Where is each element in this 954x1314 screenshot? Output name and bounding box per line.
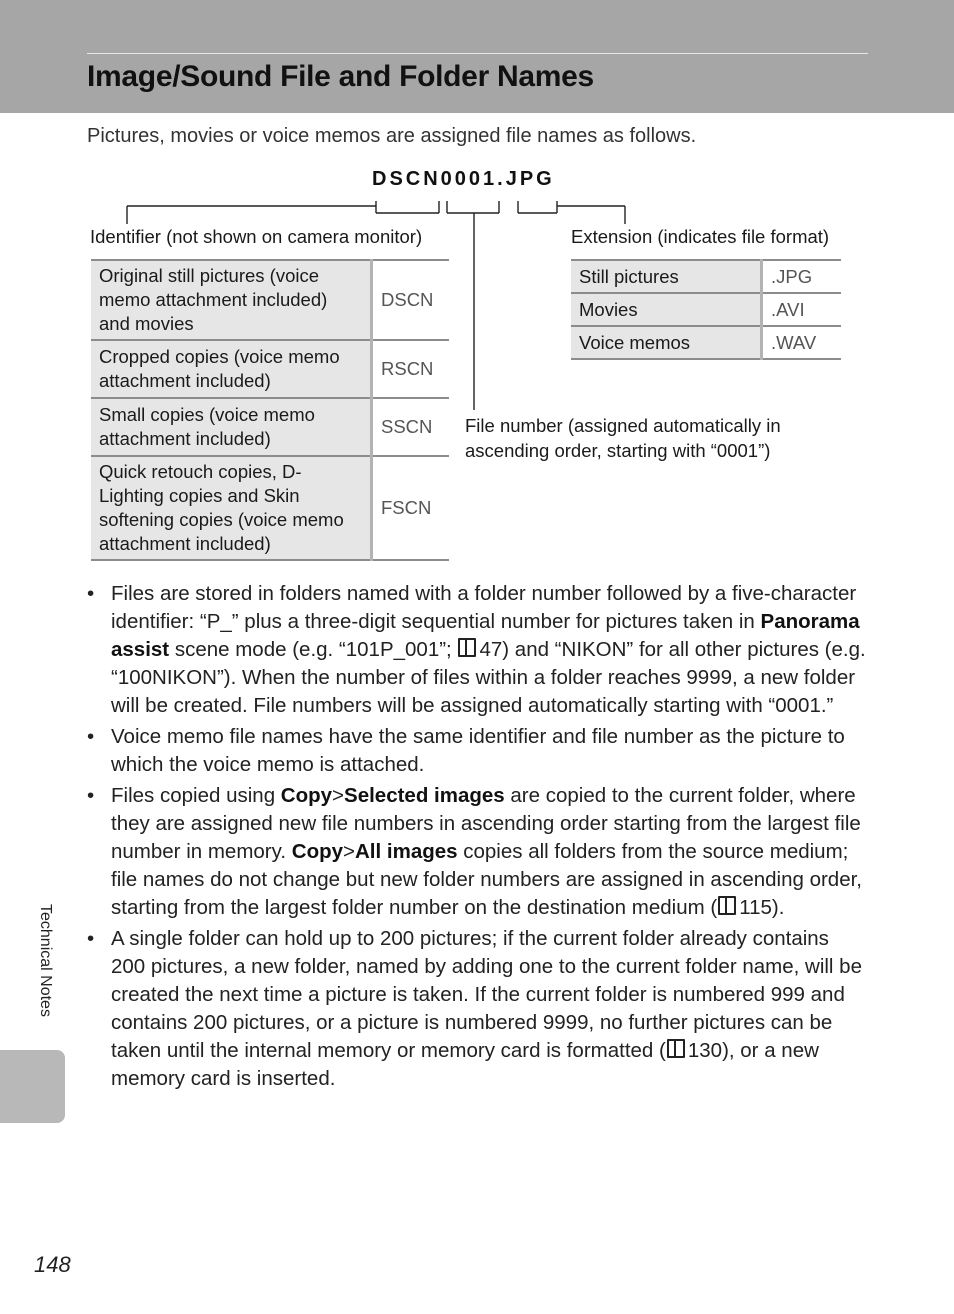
header-band xyxy=(0,0,954,113)
book-reference-icon xyxy=(718,896,736,915)
section-side-label: Technical Notes xyxy=(37,904,54,1017)
table-row xyxy=(571,293,841,326)
book-reference-icon xyxy=(667,1039,685,1058)
identifier-type: Original still pictures (voice memo attachment included) and movies xyxy=(91,260,372,340)
page-number: 148 xyxy=(34,1252,71,1277)
book-reference-icon xyxy=(458,638,476,657)
bullet-icon: • xyxy=(87,582,95,605)
extension-code: .AVI xyxy=(762,293,842,326)
extension-type: Still pictures xyxy=(571,260,762,293)
table-row xyxy=(91,398,449,456)
identifier-type: Cropped copies (voice memo attachment included) xyxy=(91,340,372,398)
copy-term: Copy xyxy=(291,840,344,863)
identifier-code: RSCN xyxy=(372,340,450,398)
notes-list xyxy=(87,580,867,1096)
identifier-label: Identifier (not shown on camera monitor) xyxy=(90,226,423,247)
extension-table xyxy=(571,259,841,360)
list-item: • Voice memo file names have the same identifier and file number as the picture to which the voice memo is attached. xyxy=(87,725,845,776)
page-title: Image/Sound File and Folder Names xyxy=(87,60,594,93)
bullet-icon: • xyxy=(87,927,95,950)
intro-text: Pictures, movies or voice memos are assigned file names as follows. xyxy=(87,125,697,147)
table-row xyxy=(571,326,841,359)
identifier-table xyxy=(91,259,449,561)
list-item: • Files are stored in folders named with a folder number followed by a five-character identifier: “P_” plus a three-digit sequential number for pictures taken in Panorama assist scene mode (e.g. “101P_001”; 47) and “NIKON” for all other pictures (e.g. “100NIKON”). When the number of files within a folder reaches 9999, a new folder will be created. File numbers will be assigned automatically starting with “0001.” xyxy=(87,582,866,717)
extension-label: Extension (indicates file format) xyxy=(571,226,830,247)
extension-type: Movies xyxy=(571,293,762,326)
bullet-icon: • xyxy=(87,725,95,748)
list-item: • A single folder can hold up to 200 pictures; if the current folder already contains 200 pictures, a new folder, named by adding one to the current folder name, will be created the next time a picture is taken. If the current folder is numbered 999 and contains 200 pictures, or a picture is numbered 9999, no further pictures can be taken until the internal memory or memory card is formatted ( 130), or a new memory card is inserted. xyxy=(87,927,862,1090)
identifier-type: Quick retouch copies, D-Lighting copies and Skin softening copies (voice memo attachment included) xyxy=(91,456,372,560)
identifier-type: Small copies (voice memo attachment included) xyxy=(91,398,372,456)
list-item: • Files copied using Copy>Selected images are copied to the current folder, where they are assigned new file numbers in ascending order starting from the largest file number in memory. Copy>All images copies all folders from the source medium; file names do not change but new folder numbers are assigned in ascending order, starting from the largest folder number on the destination medium ( 115). xyxy=(87,784,863,919)
all-images-term: All images xyxy=(355,840,458,863)
page-reference[interactable]: 47 xyxy=(479,638,503,661)
bullet-icon: • xyxy=(87,784,95,807)
filename-example: DSCN0001.JPG xyxy=(372,168,555,190)
extension-type: Voice memos xyxy=(571,326,762,359)
selected-images-term: Selected images xyxy=(344,784,505,807)
identifier-code: FSCN xyxy=(372,456,450,560)
identifier-code: DSCN xyxy=(372,260,450,340)
extension-code: .WAV xyxy=(762,326,842,359)
section-side-tab xyxy=(0,1050,65,1123)
table-row xyxy=(91,456,449,560)
page-reference[interactable]: 115 xyxy=(739,896,772,919)
table-row xyxy=(91,260,449,340)
file-number-label: File number (assigned automatically in ascending order, starting with “0001”) xyxy=(465,415,781,461)
copy-term: Copy xyxy=(280,784,333,807)
panorama-assist-term: Panorama assist xyxy=(111,610,860,661)
header-rule xyxy=(87,53,868,54)
page-reference[interactable]: 130 xyxy=(687,1039,723,1062)
table-row xyxy=(91,340,449,398)
identifier-code: SSCN xyxy=(372,398,450,456)
table-row xyxy=(571,260,841,293)
extension-code: .JPG xyxy=(762,260,842,293)
